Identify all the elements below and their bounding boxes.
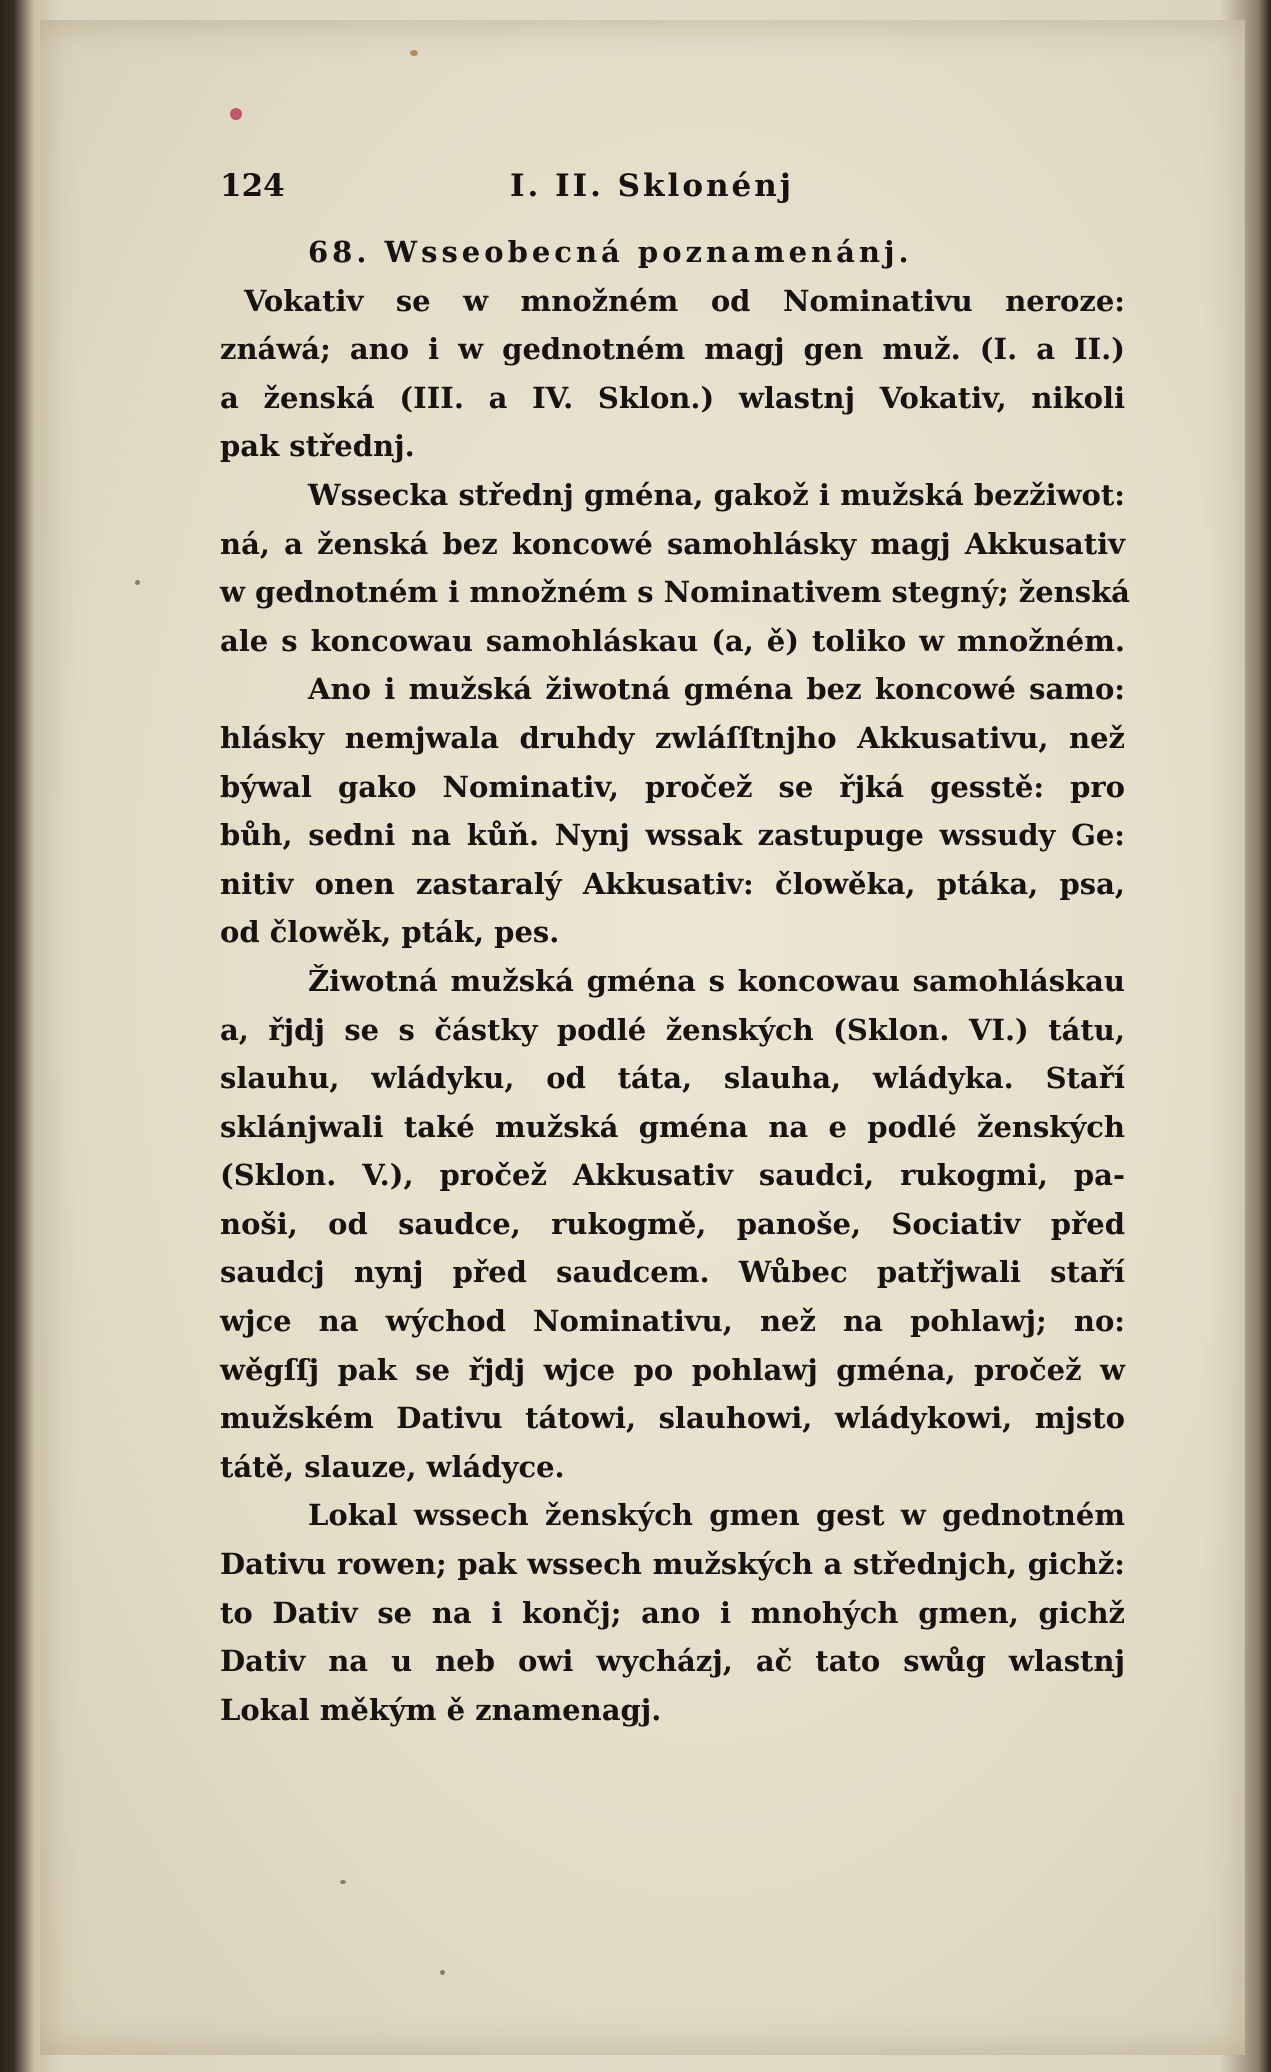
- text-line: pak střednj.: [220, 429, 415, 464]
- ink-blot: [230, 108, 242, 120]
- text-line: Ano i mužská žiwotná gména bez koncowé samo:: [308, 672, 1125, 707]
- text-line: býwal gako Nominativ, pročež se řjká gesstě: pro: [220, 769, 1125, 804]
- text-line: ná, a ženská bez koncowé samohlásky magj Akkusativ: [220, 526, 1125, 561]
- text-line: Lokal měkým ě znamenagj.: [220, 1692, 662, 1727]
- text-line: wjce na wýchod Nominativu, než na pohlawj; no:: [220, 1304, 1125, 1339]
- ink-blot: [410, 50, 418, 56]
- text-line: znáwá; ano i w gednotném magj gen muž. (I. a II.): [220, 332, 1125, 367]
- text-line: tátě, slauze, wládyce.: [220, 1449, 565, 1484]
- text-line: Vokativ se w množném od Nominativu neroze:: [244, 283, 1125, 318]
- text-line: Wssecka střednj gména, gakož i mužská bezžiwot:: [308, 477, 1125, 512]
- text-line: bůh, sedni na kůň. Nynj wssak zastupuge wssudy Ge:: [220, 818, 1125, 853]
- text-line: nitiv onen zastaralý Akkusativ: člowěka, ptáka, psa,: [220, 866, 1125, 901]
- text-line: Dativ na u neb owi wycházj, ač tato swůg wlastnj: [220, 1644, 1125, 1679]
- ink-speck: [440, 1970, 445, 1975]
- text-line: noši, od saudce, rukogmě, panoše, Sociativ před: [220, 1206, 1125, 1241]
- text-line: (Sklon. V.), pročež Akkusativ saudci, rukogmi, pa-: [220, 1158, 1125, 1193]
- page-number: 124: [220, 168, 285, 204]
- text-line: Dativu rowen; pak wssech mužských a střednjch, gichž:: [220, 1547, 1125, 1582]
- text-line: a ženská (III. a IV. Sklon.) wlastnj Vokativ, nikoli: [220, 380, 1125, 415]
- section-title: 68. Wsseobecná poznamenánj.: [308, 235, 913, 269]
- text-line: ale s koncowau samohláskau (a, ě) toliko w množném.: [220, 623, 1125, 658]
- text-line: mužském Dativu tátowi, slauhowi, wládykowi, mjsto: [220, 1401, 1125, 1436]
- text-line: to Dativ se na i končj; ano i mnohých gmen, gichž: [220, 1595, 1125, 1630]
- ink-speck: [135, 580, 140, 585]
- body-text: [220, 228, 1130, 1734]
- text-line: Žiwotná mužská gména s koncowau samohláskau: [308, 963, 1125, 998]
- text-line: saudcj nynj před saudcem. Wůbec patřjwali staří: [220, 1255, 1125, 1290]
- text-line: slauhu, wládyku, od táta, slauha, wládyka. Staří: [220, 1061, 1125, 1096]
- text-line: w gednotném i množném s Nominativem stegný; ženská: [220, 575, 1130, 610]
- page-header: [220, 168, 1140, 208]
- text-line: sklánjwali také mužská gména na e podlé ženských: [220, 1109, 1125, 1144]
- text-line: Lokal wssech ženských gmen gest w gednotném: [308, 1498, 1125, 1533]
- running-head: I. II. Sklonénj: [510, 168, 795, 204]
- text-line: hlásky nemjwala druhdy zwláſſtnjho Akkusativu, než: [220, 720, 1125, 755]
- text-line: od člowěk, pták, pes.: [220, 915, 560, 950]
- text-line: wěgſſj pak se řjdj wjce po pohlawj gména, pročež w: [220, 1352, 1125, 1387]
- text-line: a, řjdj se s částky podlé ženských (Sklon. VI.) tátu,: [220, 1012, 1125, 1047]
- ink-speck: [340, 1880, 346, 1884]
